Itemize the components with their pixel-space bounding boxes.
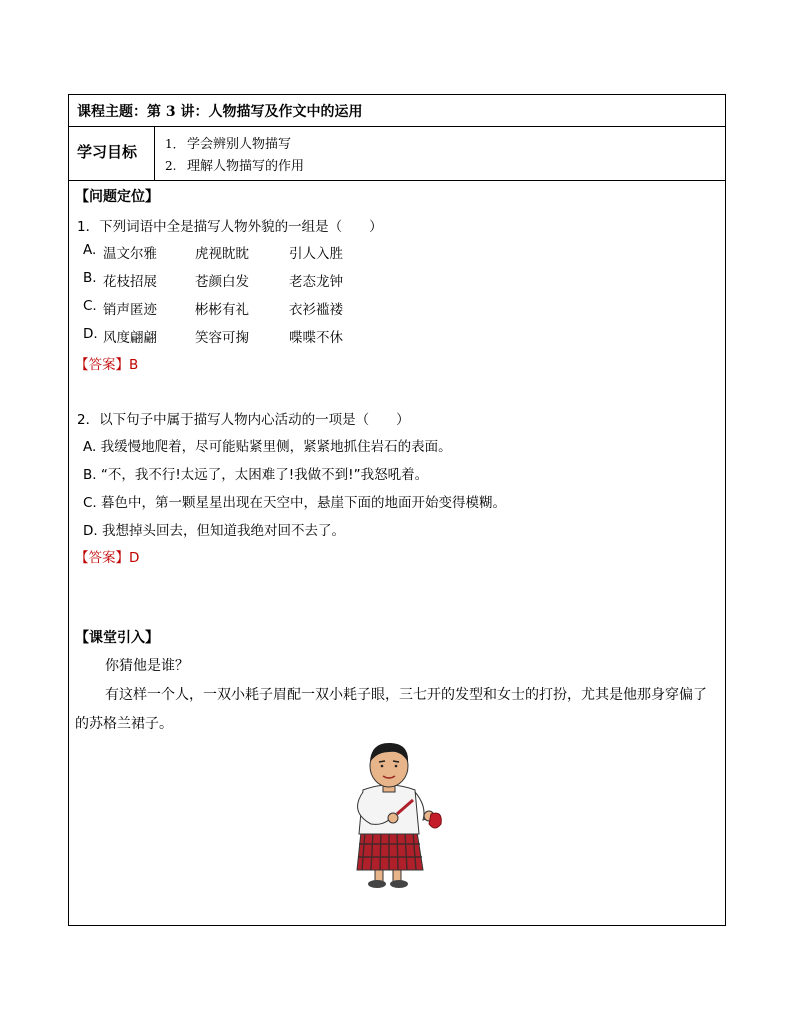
option-letter: A. (83, 242, 97, 258)
option-word: 衣衫褴褛 (289, 302, 343, 318)
intro-paragraph-line: 的苏格兰裙子。 (75, 716, 173, 732)
title-row (69, 95, 725, 127)
option-word: 彬彬有礼 (195, 302, 249, 318)
cartoon-figure-illustration (331, 740, 459, 890)
answer-q2: 【答案】D (75, 550, 140, 566)
section-heading-intro: 【课堂引入】 (75, 630, 159, 646)
goal-text: 学会辨别人物描写 (187, 137, 292, 152)
section-heading-problem: 【问题定位】 (75, 189, 159, 205)
option-letter: D. (83, 326, 98, 342)
option-word: 笑容可掬 (195, 330, 249, 346)
option-word: 销声匿迹 (103, 302, 157, 318)
option-word: 引人入胜 (289, 246, 343, 262)
question-2-stem: 2．以下句子中属于描写人物内心活动的一项是（ ） (77, 412, 410, 428)
goal-text: 理解人物描写的作用 (187, 159, 305, 174)
option-letter: C. (83, 298, 97, 314)
option-letter: B. (83, 270, 97, 286)
goal-number: 2. (165, 159, 177, 173)
goal-item (165, 155, 304, 174)
q2-option: D. 我想掉头回去，但知道我绝对回不去了。 (83, 523, 345, 539)
lesson-sheet (68, 94, 726, 926)
goals-row (69, 127, 725, 181)
q2-option: C. 暮色中，第一颗星星出现在天空中，悬崖下面的地面开始变得模糊。 (83, 495, 507, 511)
goal-number: 1． (165, 137, 185, 151)
intro-question: 你猜他是谁？ (105, 658, 189, 674)
goal-item (165, 133, 291, 152)
q2-option: B. “不，我不行!太远了，太困难了!我做不到!”我怒吼着。 (83, 467, 429, 483)
intro-paragraph-line: 有这样一个人，一双小耗子眉配一双小耗子眼，三七开的发型和女士的打扮，尤其是他那身穿偏了 (105, 687, 707, 703)
option-word: 风度翩翩 (103, 330, 157, 346)
option-word: 花枝招展 (103, 274, 157, 290)
option-word: 喋喋不休 (289, 330, 343, 346)
goals-label: 学习目标 (77, 143, 138, 161)
q2-option: A. 我缓慢地爬着，尽可能贴紧里侧，紧紧地抓住岩石的表面。 (83, 439, 452, 455)
answer-q1: 【答案】B (75, 357, 139, 373)
lesson-title: 课程主题：第 3 讲：人物描写及作文中的运用 (77, 104, 363, 120)
option-word: 老态龙钟 (289, 274, 343, 290)
goals-label-cell (69, 127, 155, 180)
option-word: 苍颜白发 (195, 274, 249, 290)
option-word: 虎视眈眈 (195, 246, 249, 262)
option-word: 温文尔雅 (103, 246, 157, 262)
question-1-stem: 1．下列词语中全是描写人物外貌的一组是（ ） (77, 219, 383, 235)
